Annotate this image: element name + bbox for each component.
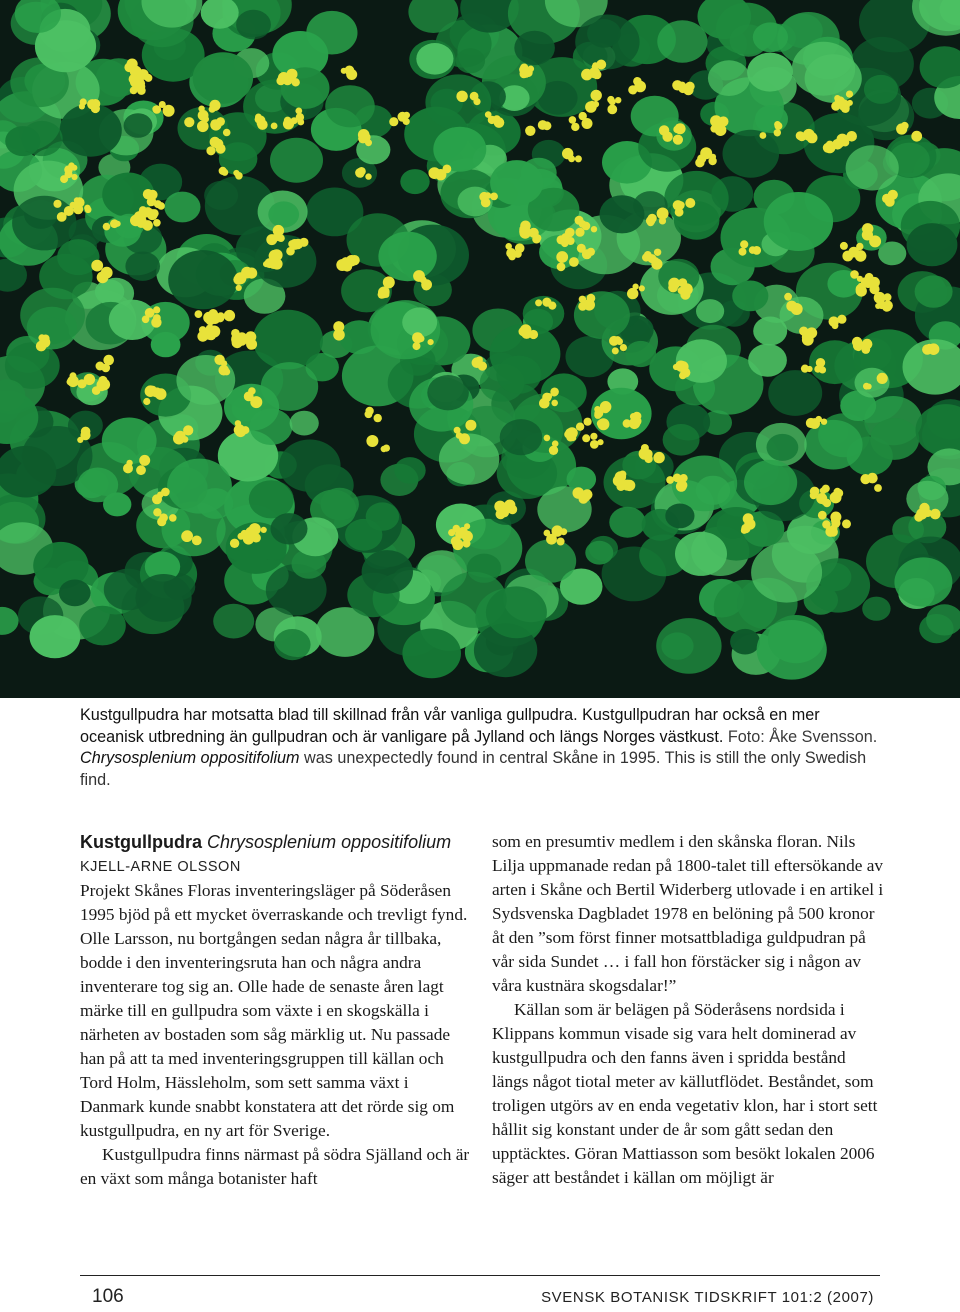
leaf-shape [657, 20, 707, 63]
article-title-latin: Chrysosplenium oppositifolium [207, 832, 452, 852]
leaf-shape [894, 557, 952, 606]
paragraph: som en presumtiv medlem i den skånska floran. Nils Lilja uppmanade redan på 1800-talet till eftersökande av arten i Skåne och Bertil Widerberg utlovade i en artikel i Sydsvenska Dagbladet 1978 en belöning på 500 kronor åt den ”som först finner motsattbladiga guldpudran på vår sida Sundet … i fall hon förstäcker sig i någon av våra kustnära skogsdalar!” [492, 832, 884, 995]
leaf-shape [21, 121, 62, 156]
leaf-shape [279, 440, 341, 492]
footer-divider [80, 1275, 880, 1276]
leaf-shape [168, 250, 238, 309]
leaf-shape [456, 48, 485, 73]
article-column-left [80, 830, 470, 1191]
leaf-shape [755, 105, 788, 133]
leaf-shape [236, 10, 271, 40]
caption-english: was unexpectedly found in central Skåne in 1995. This is still the only Swedish find. [80, 749, 867, 789]
leaf-shape [708, 60, 750, 96]
leaf-shape [744, 460, 797, 505]
leaf-shape [600, 195, 645, 233]
leaf-shape [525, 539, 576, 583]
paragraph: Källan som är belägen på Söderåsens nordsida i Klippans kommun visade sig vara helt dominerad av kustgullpudra och den fanns även i spridda bestånd längs något tiotal meter av källutflödet. Beståndet, som troligen utgörs av en enda vegetativ klon, har i stort sett hållit sig konstant under de år som gått sedan den upptäcktes. Göran Mattiasson som besökt lokalen 2006 säger att beståndet i källan om möjligt är [492, 1000, 878, 1187]
leaf-shape [757, 620, 827, 680]
leaf-shape [870, 418, 919, 460]
leaf-shape [631, 96, 679, 137]
leaf-shape [325, 85, 375, 127]
leaf-shape [496, 356, 541, 394]
leaf-shape [268, 201, 299, 227]
leaf-shape [290, 411, 319, 436]
leaf-shape [253, 310, 323, 370]
leaf-shape [567, 467, 597, 492]
leaf-shape [378, 232, 436, 282]
caption-swedish: Kustgullpudra har motsatta blad till skillnad från vår vanliga gullpudra. Kustgullpudran har också en mer oceanisk utbredning än gullpudran och är vanligare på Jylland och längs Norges västkust. [80, 706, 820, 746]
leaf-shape [124, 113, 153, 138]
article-author: KJELL-ARNE OLSSON [80, 859, 241, 875]
leaf-shape [792, 42, 855, 96]
caption-latin-name: Chrysosplenium oppositifolium [80, 749, 300, 767]
leaf-shape [585, 541, 613, 565]
leaf-shape [271, 513, 308, 544]
leaf-shape [164, 192, 200, 223]
leaf-shape [79, 606, 126, 646]
photo-credit: Foto: Åke Svensson. [727, 727, 878, 746]
flower-cluster [922, 343, 939, 355]
leaf-shape [30, 615, 81, 658]
leaf-shape [362, 550, 413, 594]
leaf-shape [663, 424, 700, 456]
leaf-shape [125, 252, 160, 281]
leaf-shape [864, 75, 898, 104]
leaf-shape [862, 597, 890, 621]
leaf-shape [167, 459, 232, 514]
leaf-shape [748, 344, 787, 377]
leaf-shape [490, 160, 543, 205]
page-number: 106 [92, 1286, 124, 1307]
leaf-shape [514, 31, 555, 65]
leaf-shape [656, 618, 721, 674]
leaf-shape [59, 580, 91, 607]
leaf-shape [732, 281, 768, 312]
journal-name: SVENSK BOTANISK TIDSKRIFT 101:2 (2007) [541, 1289, 874, 1306]
leaf-shape [846, 145, 899, 190]
leaf-shape [416, 43, 453, 75]
article-column-right [492, 830, 884, 1190]
leaf-shape [723, 130, 780, 178]
leaf-shape [427, 375, 469, 410]
leaf-shape [274, 629, 311, 660]
leaf-shape [915, 275, 953, 307]
leaf-shape [394, 457, 425, 484]
leaf-shape [321, 488, 359, 521]
leaf-shape [249, 480, 294, 518]
leaf-shape [60, 104, 122, 157]
leaf-shape [764, 192, 833, 251]
leaf-shape [77, 468, 118, 503]
leaf-shape [500, 419, 543, 455]
leaf-shape [151, 332, 181, 357]
leaf-shape [425, 74, 491, 130]
flower-cluster [333, 321, 345, 340]
paragraph: Kustgullpudra finns närmast på södra Själland och är en växt som många botanister haft [80, 1145, 470, 1188]
leaf-shape [270, 138, 323, 183]
article-title [80, 830, 470, 855]
leaf-shape [751, 542, 822, 602]
leaf-shape [402, 629, 461, 679]
leaf-shape [136, 574, 192, 622]
leaf-shape [730, 629, 760, 655]
leaf-shape [625, 341, 656, 367]
leaf-shape [433, 127, 486, 172]
leaf-shape [767, 434, 799, 461]
leaf-shape [907, 223, 958, 266]
leaf-shape [400, 169, 429, 194]
leaf-shape [696, 299, 724, 323]
figure-caption [80, 705, 880, 791]
leaf-shape [768, 370, 822, 416]
leaf-shape [609, 507, 645, 538]
leaf-shape [345, 519, 382, 551]
leaf-shape [95, 279, 124, 304]
leaf-shape [575, 15, 639, 70]
leaf-shape [486, 586, 547, 638]
paragraph: Projekt Skånes Floras inventeringsläger på Söderåsen 1995 bjöd på ett mycket överraskande och trevligt fynd. Olle Larsson, nu bortgången sedan några år tillbaka, bodde i den inventeringsruta han och några andra inventerare tog sig an. Olle hade de senaste åren lagt märke till en gullpudra som växte i en skogskälla i närheten av bostaden som såg märklig ut. Nu passade han på att ta med inventeringsgruppen till källan och Tord Holm, Hässleholm, som sett samma växt i Danmark kunde snabbt konstatera att det rörde sig om kustgullpudra, en ny art för Sverige. [80, 881, 468, 1140]
article-title-swedish: Kustgullpudra [80, 832, 202, 852]
leaf-shape [665, 504, 694, 529]
leaf-shape [193, 52, 253, 103]
leaf-shape [747, 53, 793, 92]
leaf-shape [213, 604, 254, 639]
leaf-shape [675, 532, 727, 576]
